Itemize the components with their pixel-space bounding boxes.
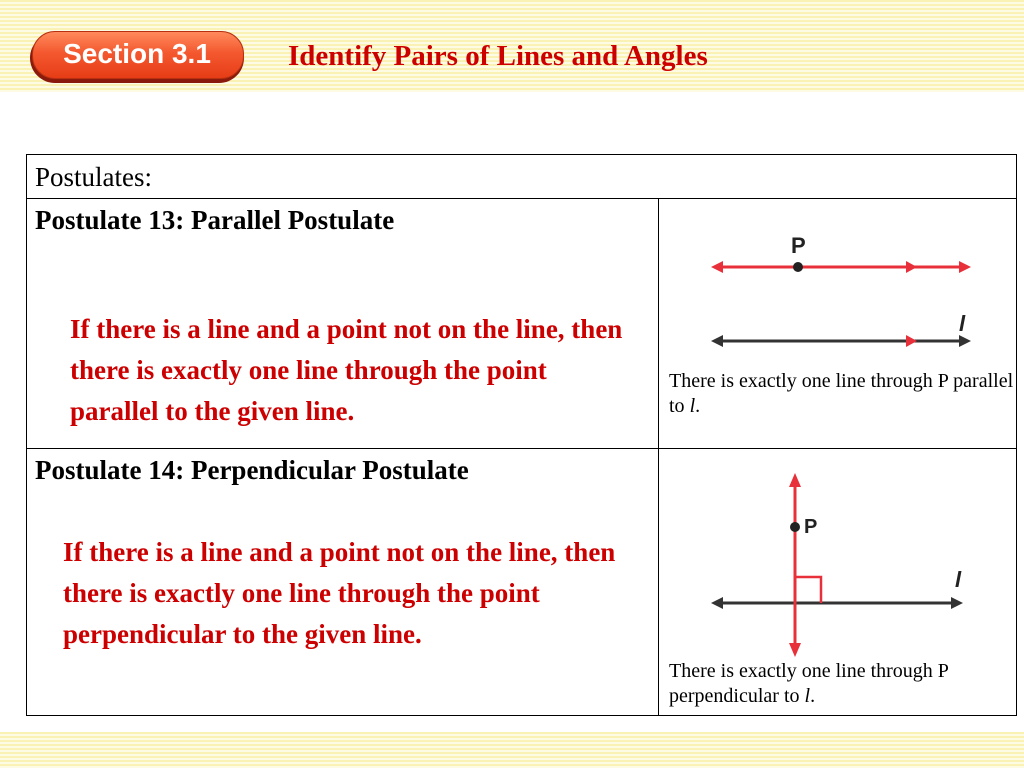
table-header-cell <box>27 155 1017 199</box>
arrowhead-bottom-red <box>789 643 801 657</box>
caption-14-line: l <box>804 685 811 707</box>
caption-14-suffix: . <box>810 685 816 707</box>
postulate-14-figure-cell <box>659 449 1017 716</box>
parallel-mark-top <box>906 261 917 273</box>
postulate-13-caption <box>669 369 1014 419</box>
footer-banner <box>0 732 1024 768</box>
point-p-label: P <box>804 516 818 538</box>
arrowhead-left-black <box>711 335 723 347</box>
arrowhead-right-black <box>959 335 971 347</box>
arrowhead-left-red <box>711 261 723 273</box>
arrowhead-right-black <box>951 597 963 609</box>
postulate-14-text-cell <box>27 449 659 716</box>
point-p-label: P <box>791 233 806 258</box>
section-label: Section 3.1 <box>63 38 211 69</box>
arrowhead-left-black <box>711 597 723 609</box>
caption-13-suffix: . <box>695 395 701 417</box>
postulate-13-text-cell <box>27 199 659 449</box>
arrowhead-right-red <box>959 261 971 273</box>
caption-14-prefix: There is exactly one line through P perpendicular to <box>669 660 949 707</box>
table-header: Postulates: <box>35 162 153 192</box>
postulate-14-statement: If there is a line and a point not on the line, then there is exactly one line through the point perpendicular to the given line. <box>63 537 616 649</box>
right-angle-mark <box>795 577 821 603</box>
postulate-13-figure-cell <box>659 199 1017 449</box>
caption-13-prefix: There is exactly one line through P parallel to <box>669 370 1014 417</box>
line-l-label: l <box>959 311 966 336</box>
postulate-14-title: Postulate 14: Perpendicular Postulate <box>35 455 469 485</box>
page-title: Identify Pairs of Lines and Angles <box>288 40 708 72</box>
point-p <box>790 522 800 532</box>
postulate-14-caption <box>669 659 1014 709</box>
caption-13-line: l <box>689 395 696 417</box>
point-p <box>793 262 803 272</box>
postulate-13-title: Postulate 13: Parallel Postulate <box>35 205 395 235</box>
arrowhead-top-red <box>789 473 801 487</box>
line-l-label: l <box>955 567 962 592</box>
postulates-table <box>26 154 1017 716</box>
postulate-13-statement: If there is a line and a point not on the line, then there is exactly one line through the point parallel to the given line. <box>70 314 623 426</box>
parallel-mark-bottom <box>906 335 917 347</box>
